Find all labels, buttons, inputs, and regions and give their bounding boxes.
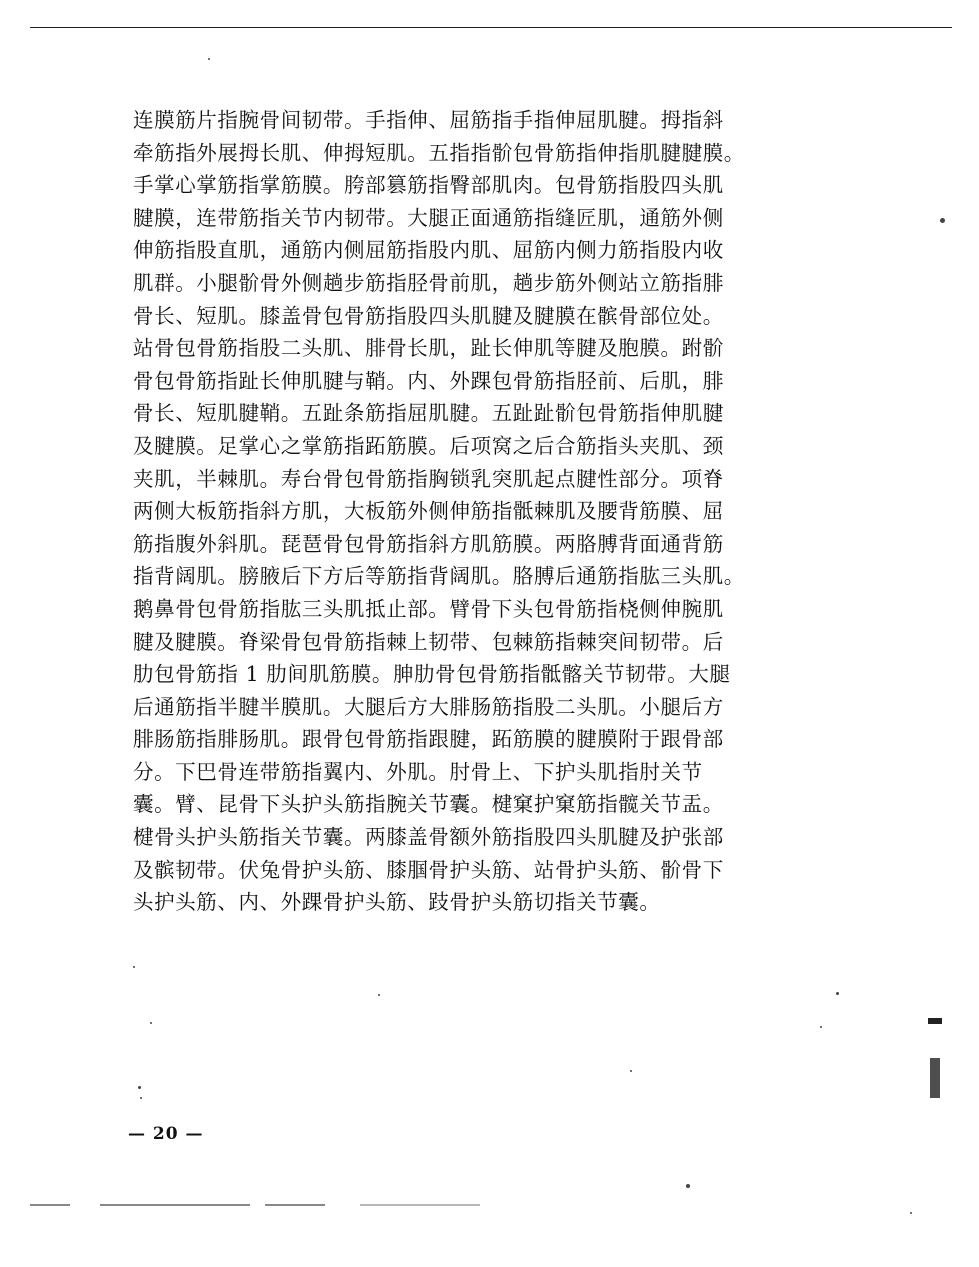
text-line: 囊。臂、昆骨下头护头筋指腕关节囊。楗窠护窠筋指髋关节盂。 <box>133 792 724 817</box>
margin-mark <box>928 1018 942 1024</box>
text-line: 指背阔肌。膀腋后下方后等筋指背阔肌。胳膊后通筋指肱三头肌。 <box>133 564 745 589</box>
text-line: 及髌韧带。伏兔骨护头筋、膝腘骨护头筋、站骨护头筋、骱骨下 <box>133 857 724 882</box>
scan-noise <box>30 1204 70 1206</box>
body-text <box>133 104 833 919</box>
margin-mark <box>930 1058 940 1098</box>
scan-speck <box>836 992 839 995</box>
text-line: 分。下巴骨连带筋指翼内、外肌。肘骨上、下护头肌指肘关节 <box>133 759 703 784</box>
text-line: 楗骨头护头筋指关节囊。两膝盖骨额外筋指股四头肌腱及护张部 <box>133 825 724 850</box>
scan-speck <box>910 1212 912 1214</box>
text-line: 连膜筋片指腕骨间韧带。手指伸、屈筋指手指伸屈肌腱。拇指斜 <box>133 108 724 132</box>
text-line: 手掌心掌筋指掌筋膜。胯部篡筋指臀部肌肉。包骨筋指股四头肌 <box>133 173 724 198</box>
page-number: — 20 — <box>128 1124 204 1144</box>
scan-speck <box>820 1026 822 1028</box>
scan-speck <box>940 218 945 223</box>
text-line: 骨包骨筋指趾长伸肌腱与鞘。内、外踝包骨筋指胫前、后肌，腓 <box>133 368 724 393</box>
text-line: 肋包骨筋指 1 肋间肌筋膜。胂肋骨包骨筋指骶髂关节韧带。大腿 <box>133 662 731 687</box>
text-line: 后通筋指半腱半膜肌。大腿后方大腓肠筋指股二头肌。小腿后方 <box>133 694 724 719</box>
scan-speck <box>133 966 135 968</box>
scan-noise <box>100 1204 250 1206</box>
scan-noise <box>360 1204 480 1206</box>
text-line: 肌群。小腿骱骨外侧趟步筋指胫骨前肌，趟步筋外侧站立筋指腓 <box>133 270 724 295</box>
text-line: 腱膜，连带筋指关节内韧带。大腿正面通筋指缝匠肌，通筋外侧 <box>133 205 724 230</box>
text-line: 骨长、短肌腱鞘。五趾条筋指屈肌腱。五趾趾骱包骨筋指伸肌腱 <box>133 401 724 426</box>
text-line: 牵筋指外展拇长肌、伸拇短肌。五指指骱包骨筋指伸指肌腱腱膜。 <box>133 140 745 165</box>
text-line: 及腱膜。足掌心之掌筋指跖筋膜。后项窝之后合筋指头夹肌、颈 <box>133 433 724 458</box>
scan-speck <box>378 994 380 996</box>
text-line: 两侧大板筋指斜方肌，大板筋外侧伸筋指骶棘肌及腰背筋膜、屈 <box>133 499 724 524</box>
scan-noise <box>265 1204 325 1206</box>
text-line: 头护头筋、内、外踝骨护头筋、跂骨护头筋切指关节囊。 <box>133 890 661 915</box>
scan-speck <box>140 1097 142 1099</box>
text-line: 鹅鼻骨包骨筋指肱三头肌抵止部。臂骨下头包骨筋指桡侧伸腕肌 <box>133 596 724 621</box>
scan-speck <box>208 58 210 60</box>
scan-speck <box>686 1184 690 1188</box>
text-line: 骨长、短肌。膝盖骨包骨筋指股四头肌腱及腱膜在髌骨部位处。 <box>133 303 724 328</box>
text-line: 站骨包骨筋指股二头肌、腓骨长肌，趾长伸肌等腱及胞膜。跗骱 <box>133 336 724 361</box>
scan-speck <box>150 1022 152 1024</box>
text-line: 夹肌，半棘肌。寿台骨包骨筋指胸锁乳突肌起点腱性部分。项脊 <box>133 466 724 491</box>
text-line: 腱及腱膜。脊梁骨包骨筋指棘上韧带、包棘筋指棘突间韧带。后 <box>133 629 724 654</box>
scan-speck <box>630 1070 632 1072</box>
text-line: 伸筋指股直肌，通筋内侧屈筋指股内肌、屈筋内侧力筋指股内收 <box>133 238 724 263</box>
scan-speck <box>138 1086 141 1089</box>
text-line: 筋指腹外斜肌。琵琶骨包骨筋指斜方肌筋膜。两胳膊背面通背筋 <box>133 531 724 556</box>
text-line: 腓肠筋指腓肠肌。跟骨包骨筋指跟腱，跖筋膜的腱膜附于跟骨部 <box>133 727 724 752</box>
header-rule <box>30 27 952 28</box>
